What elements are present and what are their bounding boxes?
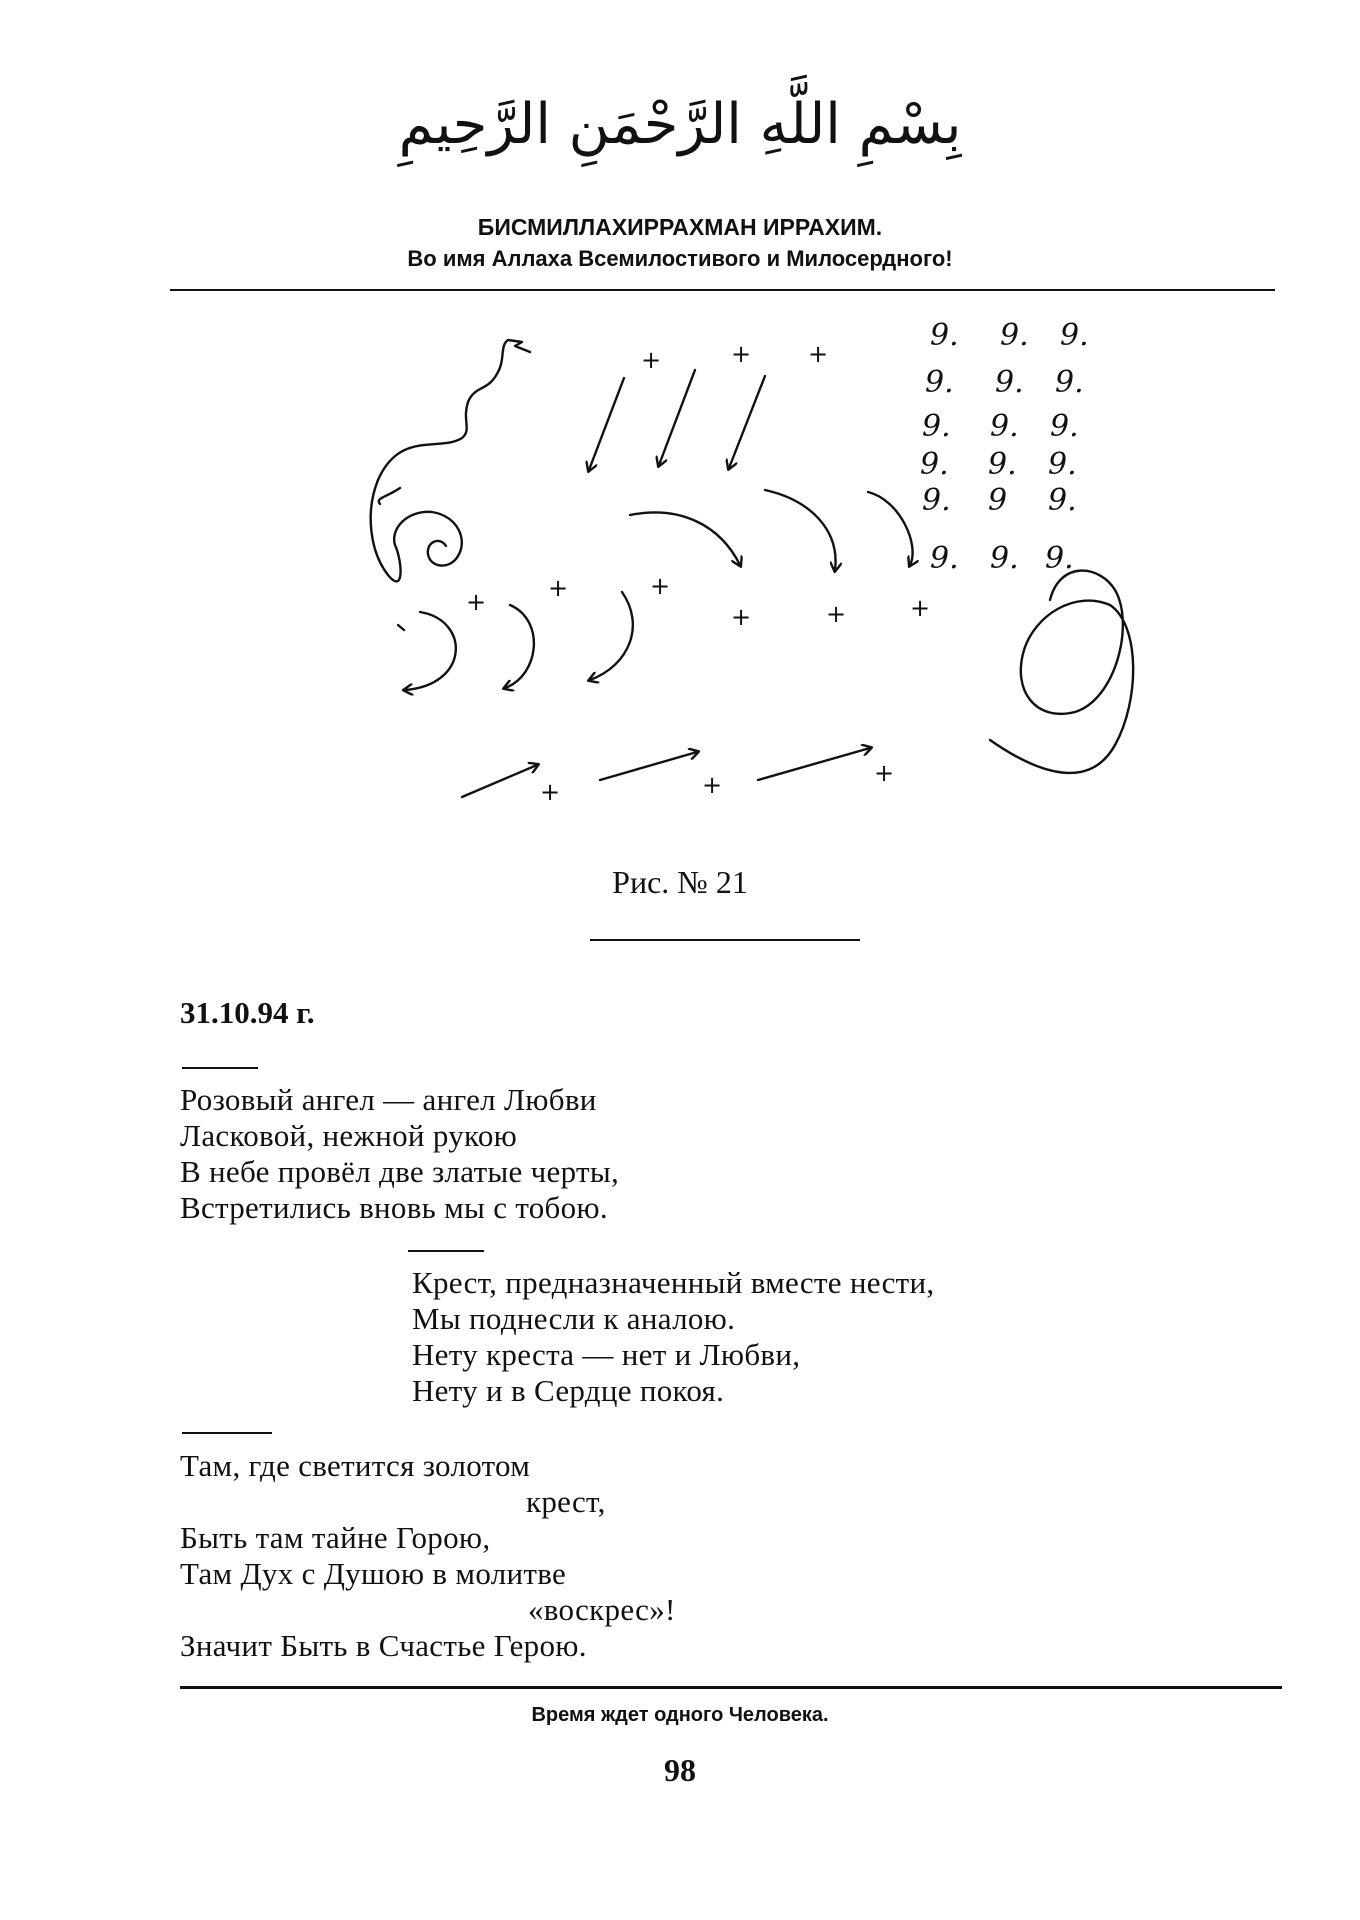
poem-line: «воскрес»! <box>528 1592 676 1627</box>
figure-21-drawing <box>0 0 1360 860</box>
curved-arrows <box>630 490 913 570</box>
handwritten-nine: 9. <box>922 483 951 518</box>
diagonal-arrows <box>589 370 765 470</box>
plus-mark: + <box>702 771 723 799</box>
arabic-basmala: بِسْمِ اللَّهِ الرَّحْمَنِ الرَّحِيمِ <box>398 92 962 157</box>
poem-line: Ласковой, нежной рукою <box>180 1118 518 1153</box>
entry-date: 31.10.94 г. <box>180 995 315 1030</box>
plus-mark: + <box>731 340 752 368</box>
footer-rule <box>180 1686 1282 1689</box>
poem-line: Быть там тайне Горою, <box>180 1520 491 1555</box>
plus-mark: + <box>910 594 931 622</box>
handwritten-nine: 9. <box>1050 409 1079 444</box>
handwritten-nine: 9. <box>1048 483 1077 518</box>
plus-mark: + <box>650 572 671 600</box>
handwritten-nine: 9. <box>988 447 1017 482</box>
poem-line: Встретились вновь мы с тобою. <box>180 1190 608 1225</box>
plus-mark: + <box>731 603 752 631</box>
plus-signs <box>466 340 930 806</box>
stanza-rule <box>182 1432 272 1434</box>
page-number: 98 <box>664 1752 696 1788</box>
poem-line: Там, где светится золотом <box>180 1448 531 1483</box>
stanza-rule <box>408 1250 484 1252</box>
header-title: БИСМИЛЛАХИРРАХМАН ИРРАХИМ. <box>477 214 883 240</box>
poem-line: Мы поднесли к аналою. <box>412 1301 736 1336</box>
rising-arrows <box>462 748 870 797</box>
handwritten-nine: 9. <box>930 541 959 576</box>
poem-line: Нету креста — нет и Любви, <box>412 1337 801 1372</box>
footer-motto: Время ждет одного Человека. <box>531 1704 829 1726</box>
handwritten-nine: 9. <box>1048 447 1077 482</box>
handwritten-nine: 9. <box>922 409 951 444</box>
swirl-stroke <box>371 340 530 581</box>
handwritten-nine: 9 <box>988 483 1008 518</box>
plus-mark: + <box>641 346 662 374</box>
plus-mark: + <box>540 778 561 806</box>
handwritten-nine: 9. <box>1055 365 1084 400</box>
figure-caption: Рис. № 21 <box>612 864 748 900</box>
poem-line: Значит Быть в Счастье Герою. <box>180 1628 587 1663</box>
plus-mark: + <box>826 600 847 628</box>
poem-line: Нету и в Сердце покоя. <box>412 1373 725 1408</box>
poem-line: Там Дух с Душою в молитве <box>180 1556 567 1591</box>
plus-mark: + <box>548 574 569 602</box>
handwritten-nine: 9. <box>920 447 949 482</box>
plus-mark: + <box>874 759 895 787</box>
handwritten-nine: 9. <box>990 409 1019 444</box>
handwritten-nine: 9. <box>1060 318 1089 353</box>
handwritten-nine: 9. <box>930 318 959 353</box>
handwritten-nine: 9. <box>990 541 1019 576</box>
nine-grid <box>920 318 1089 576</box>
handwritten-nine: 9. <box>925 365 954 400</box>
plus-mark: + <box>808 340 829 368</box>
handwritten-nine: 9. <box>995 365 1024 400</box>
handwritten-nine: 9. <box>1045 541 1074 576</box>
poem-line: Розовый ангел — ангел Любви <box>180 1082 597 1117</box>
plus-mark: + <box>466 588 487 616</box>
caption-rule <box>590 939 860 941</box>
stanza-rule <box>182 1067 258 1069</box>
poem-line: Крест, предназначенный вместе нести, <box>412 1265 935 1300</box>
handwritten-nine: 9. <box>1000 318 1029 353</box>
poem-line: В небе провёл две златые черты, <box>180 1154 620 1189</box>
header-subtitle: Во имя Аллаха Всемилостивого и Милосердного! <box>407 246 953 271</box>
poem-line: крест, <box>526 1484 606 1519</box>
paren-arrows <box>398 592 633 690</box>
big-nine <box>990 571 1133 773</box>
